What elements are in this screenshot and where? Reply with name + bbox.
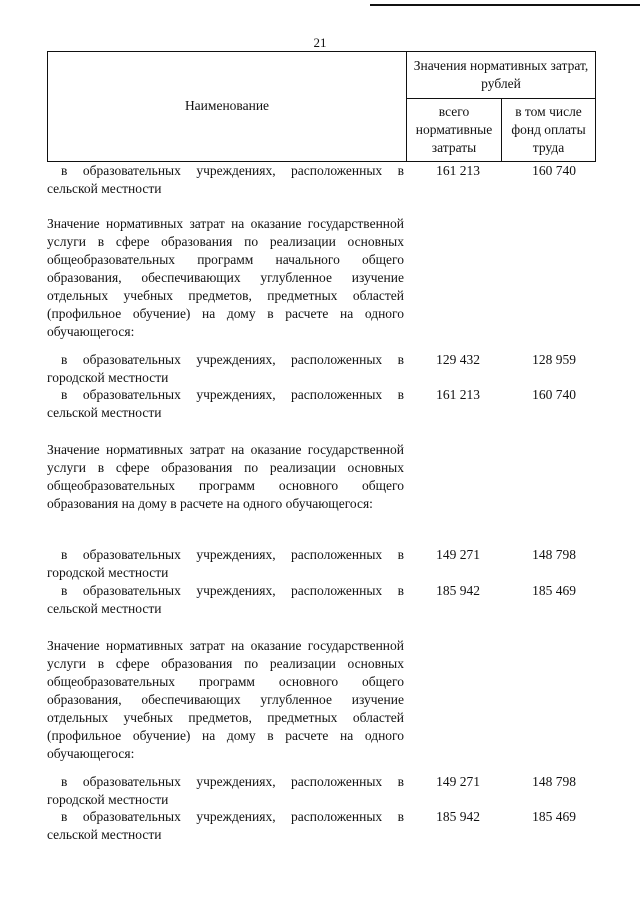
row-description: в образовательных учреждениях, расположенных в сельской местности	[47, 809, 404, 842]
row-total: 129 432	[436, 352, 480, 367]
row-description: Значение нормативных затрат на оказание государственной услуги в сфере образования по реализации основных общеобразовательных программ основного общего образования на дому в расчете на одного обучающегося:	[47, 442, 404, 511]
header-name: Наименование	[48, 52, 407, 162]
table-header	[47, 51, 596, 162]
row-wage: 160 740	[532, 163, 576, 178]
row-wage: 185 469	[532, 583, 576, 598]
row-total: 185 942	[436, 809, 480, 824]
row-wage: 148 798	[532, 774, 576, 789]
row-wage: 185 469	[532, 809, 576, 824]
row-wage: 148 798	[532, 547, 576, 562]
header-values-group: Значения нормативных затрат, рублей	[407, 52, 596, 99]
row-total: 185 942	[436, 583, 480, 598]
row-description: в образовательных учреждениях, расположенных в сельской местности	[47, 387, 404, 420]
header-total: всего нормативные затраты	[407, 99, 502, 162]
row-description: Значение нормативных затрат на оказание государственной услуги в сфере образования по реализации основных общеобразовательных программ начального общего образования, обеспечивающих углубленное изучение отдельных учебных предметов, предметных областей (профильное обучение) на дому в расчете на одного обучающегося:	[47, 216, 404, 339]
row-description: в образовательных учреждениях, расположенных в городской местности	[47, 774, 404, 807]
row-description: в образовательных учреждениях, расположенных в сельской местности	[47, 163, 404, 196]
row-wage: 160 740	[532, 387, 576, 402]
row-description: в образовательных учреждениях, расположенных в городской местности	[47, 352, 404, 385]
row-total: 161 213	[436, 163, 480, 178]
row-total: 149 271	[436, 547, 480, 562]
top-rule	[370, 4, 640, 6]
row-description: в образовательных учреждениях, расположенных в городской местности	[47, 547, 404, 580]
row-total: 149 271	[436, 774, 480, 789]
row-description: в образовательных учреждениях, расположенных в сельской местности	[47, 583, 404, 616]
header-wage: в том числе фонд оплаты труда	[502, 99, 596, 162]
row-wage: 128 959	[532, 352, 576, 367]
row-total: 161 213	[436, 387, 480, 402]
page-number: 21	[313, 35, 327, 50]
row-description: Значение нормативных затрат на оказание государственной услуги в сфере образования по реализации основных общеобразовательных программ основного общего образования, обеспечивающих углубленное изучение отдельных учебных предметов, предметных областей (профильное обучение) на дому в расчете на одного обучающегося:	[47, 638, 404, 761]
